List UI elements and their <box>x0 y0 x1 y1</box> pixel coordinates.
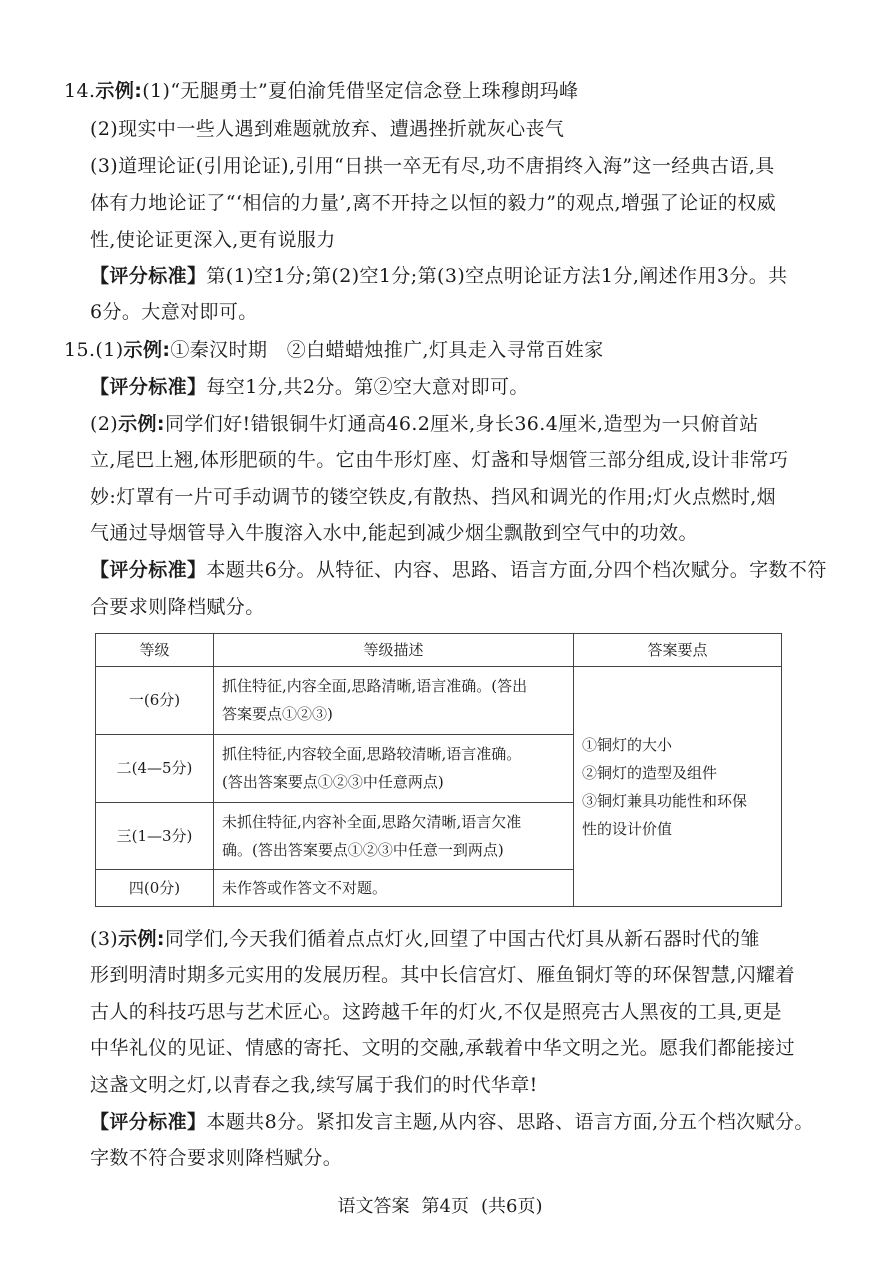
q15-example-label-1: 示例: <box>123 339 171 361</box>
q15-p3-line-1 <box>90 926 790 952</box>
header-level: 等级 <box>96 634 214 667</box>
grading-table <box>95 633 782 907</box>
q15-line-1 <box>64 337 764 363</box>
grade-description <box>214 870 574 907</box>
q15-score-text-2: 本题共6分。从特征、内容、思路、语言方面,分四个档次赋分。字数不符 <box>206 559 827 581</box>
grade-level: 四(0分) <box>96 870 214 907</box>
q14-answer-2: (2)现实中一些人遇到难题就放弃、遭遇挫折就灰心丧气 <box>90 118 565 140</box>
q15-score-3 <box>90 1109 814 1135</box>
q15-p2-line-3: 妙:灯罩有一片可手动调节的镂空铁皮,有散热、挡风和调光的作用;灯火点燃时,烟 <box>90 486 777 508</box>
q15-score-text-3: 本题共8分。紧扣发言主题,从内容、思路、语言方面,分五个档次赋分。 <box>206 1111 814 1133</box>
q15-score-3-line-2: 字数不符合要求则降档赋分。 <box>90 1147 343 1169</box>
description-line: 未作答或作答文不对题。 <box>222 879 388 898</box>
q14-line-1 <box>64 78 764 104</box>
q14-answer-3c: 性,使论证更深入,更有说服力 <box>90 229 336 251</box>
grade-level: 一(6分) <box>96 667 214 735</box>
q15-part-2: (2) <box>90 413 119 435</box>
q14-number: 14. <box>64 80 96 102</box>
grade-level: 三(1—3分) <box>96 802 214 870</box>
q14-answer-3a: (3)道理论证(引用论证),引用“日拱一卒无有尽,功不唐捐终入海”这一经典古语,具 <box>90 155 775 177</box>
description-line: 未抓住特征,内容补全面,思路欠清晰,语言欠准 <box>222 812 522 831</box>
grade-description <box>214 802 574 870</box>
grade-description <box>214 667 574 735</box>
description-line: 抓住特征,内容全面,思路清晰,语言准确。(答出 <box>222 677 528 696</box>
key-points-cell <box>574 667 782 907</box>
header-description: 等级描述 <box>214 634 574 667</box>
q15-example-label-2: 示例: <box>118 413 165 435</box>
q15-p3-text-1: 同学们,今天我们循着点点灯火,回望了中国古代灯具从新石器时代的雏 <box>164 928 760 950</box>
q15-p2-line-4: 气通过导烟管导入牛腹溶入水中,能起到减少烟尘飘散到空气中的功效。 <box>90 522 698 544</box>
table-row <box>96 667 782 735</box>
q14-score-line-1 <box>90 263 790 289</box>
q15-score-label-2: 【评分标准】 <box>90 559 207 581</box>
q15-score-label-1: 【评分标准】 <box>90 376 207 398</box>
footer-page-number: 第4页 <box>421 1196 469 1217</box>
q14-score-line-2: 6分。大意对即可。 <box>90 301 258 323</box>
q15-score-1 <box>90 374 790 400</box>
description-line: 答案要点①②③) <box>222 705 333 724</box>
q14-answer-1: (1)“无腿勇士”夏伯渝凭借坚定信念登上珠穆朗玛峰 <box>142 80 579 102</box>
q15-example-label-3: 示例: <box>118 928 165 950</box>
q15-p3-line-4: 中华礼仪的见证、情感的寄托、文明的交融,承载着中华文明之光。愿我们都能接过 <box>90 1037 795 1059</box>
q15-p2-line-1 <box>90 411 790 437</box>
q15-score-label-3: 【评分标准】 <box>90 1111 207 1133</box>
q15-score-text-1: 每空1分,共2分。第②空大意对即可。 <box>206 376 529 398</box>
q14-answer-3b: 体有力地论证了“‘相信的力量’,离不开持之以恒的毅力”的观点,增强了论证的权威 <box>90 192 777 214</box>
footer-subject: 语文答案 <box>337 1196 410 1217</box>
q14-score-label: 【评分标准】 <box>90 265 207 287</box>
q15-p3-line-5: 这盏文明之灯,以青春之我,续写属于我们的时代华章! <box>90 1074 538 1096</box>
key-point: ③铜灯兼具功能性和环保 <box>582 791 748 810</box>
description-line: (答出答案要点①②③中任意两点) <box>222 773 444 792</box>
q14-score-text: 第(1)空1分;第(2)空1分;第(3)空点明论证方法1分,阐述作用3分。共 <box>206 265 788 287</box>
grade-description <box>214 734 574 802</box>
q15-score-2-line-2: 合要求则降档赋分。 <box>90 596 265 618</box>
q15-p3-line-2: 形到明清时期多元实用的发展历程。其中长信宫灯、雁鱼铜灯等的环保智慧,闪耀着 <box>90 964 795 986</box>
q15-part-1: (1) <box>95 339 124 361</box>
footer-total-pages: (共6页) <box>480 1196 543 1217</box>
q15-part-3: (3) <box>90 928 119 950</box>
q15-answer-1: ①秦汉时期 ②白蜡蜡烛推广,灯具走入寻常百姓家 <box>170 339 604 361</box>
key-point: 性的设计价值 <box>582 819 673 838</box>
q15-p3-line-3: 古人的科技巧思与艺术匠心。这跨越千年的灯火,不仅是照亮古人黑夜的工具,更是 <box>90 1001 782 1023</box>
q15-number: 15. <box>64 339 96 361</box>
q15-p2-line-2: 立,尾巴上翘,体形肥硕的牛。它由牛形灯座、灯盏和导烟管三部分组成,设计非常巧 <box>90 449 789 471</box>
header-key-points: 答案要点 <box>574 634 782 667</box>
description-line: 抓住特征,内容较全面,思路较清晰,语言准确。 <box>222 745 522 764</box>
q15-score-2 <box>90 557 827 583</box>
q14-example-label: 示例: <box>95 80 143 102</box>
page-footer <box>0 1194 880 1220</box>
key-point: ①铜灯的大小 <box>582 735 673 754</box>
grade-level: 二(4—5分) <box>96 734 214 802</box>
q15-p2-text-1: 同学们好!错银铜牛灯通高46.2厘米,身长36.4厘米,造型为一只俯首站 <box>164 413 759 435</box>
key-point: ②铜灯的造型及组件 <box>582 763 718 782</box>
table-header-row <box>96 634 782 667</box>
description-line: 确。(答出答案要点①②③中任意一到两点) <box>222 840 504 859</box>
